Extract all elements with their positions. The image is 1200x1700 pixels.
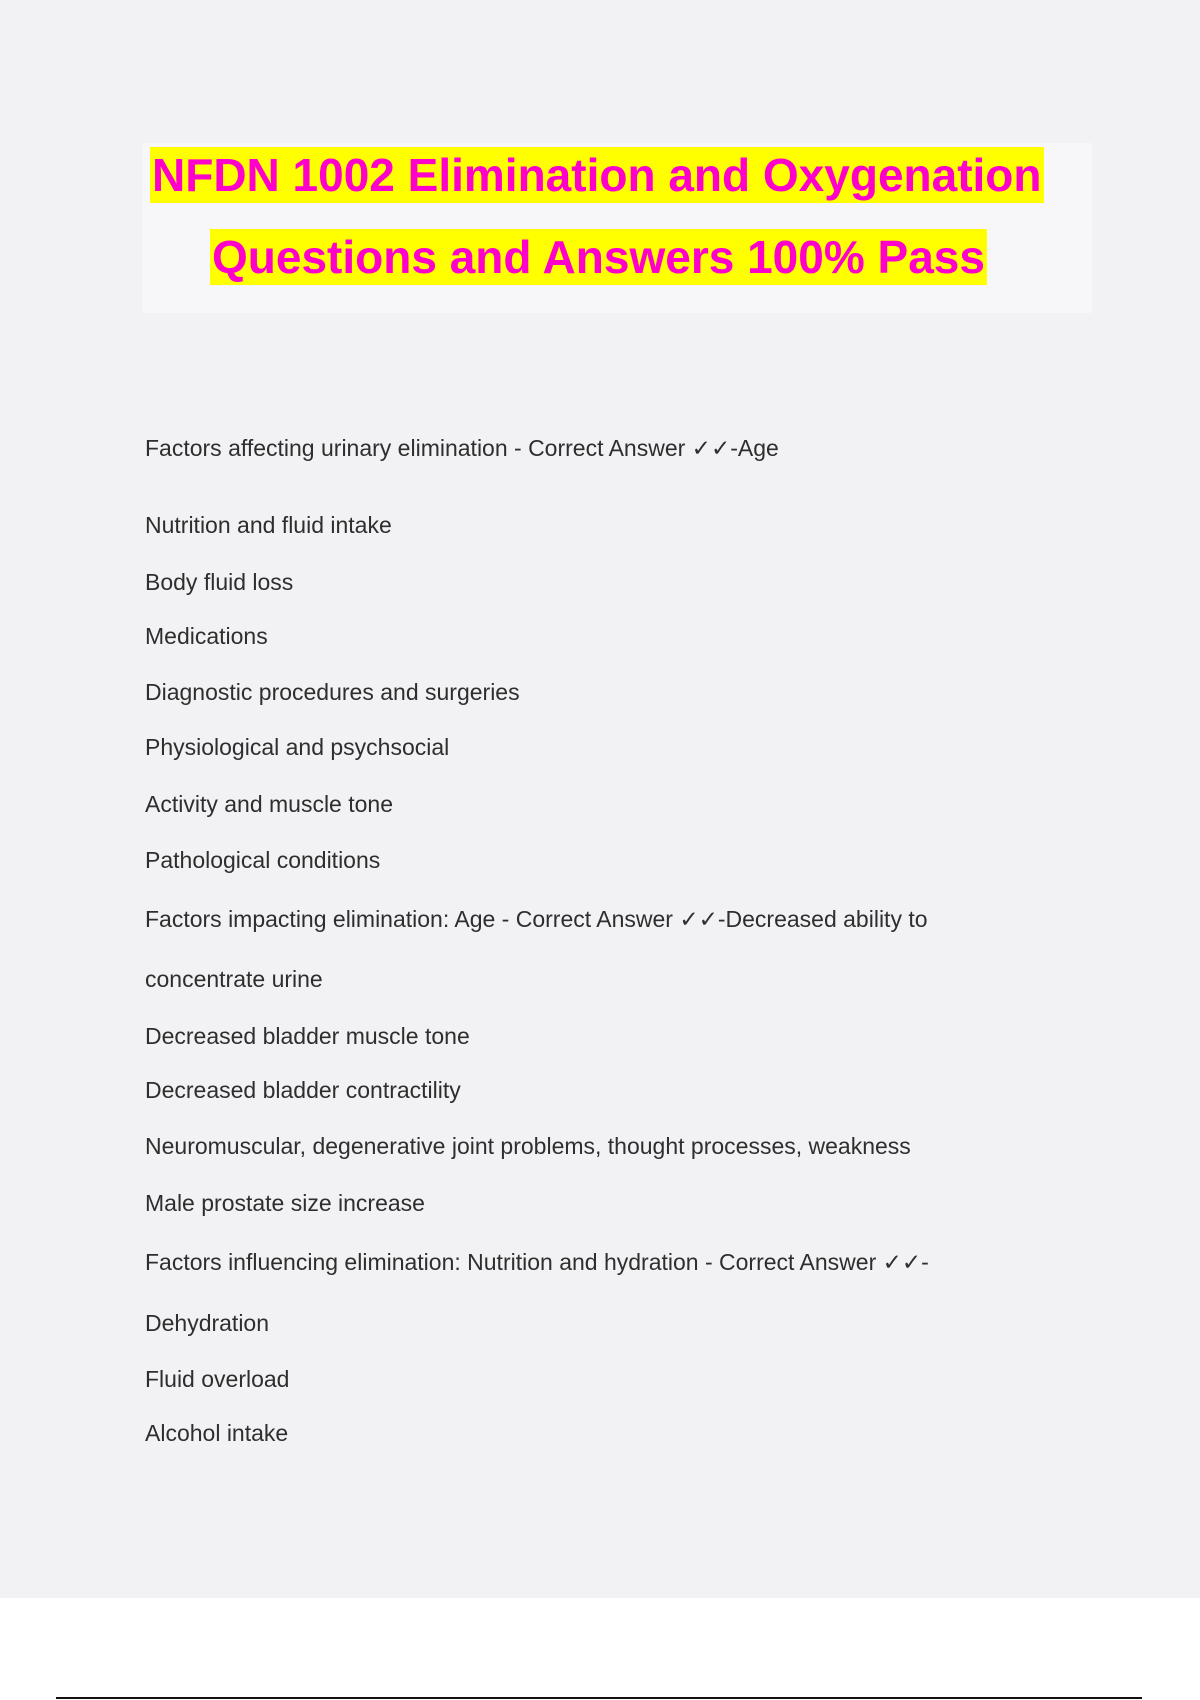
answer-line: Dehydration	[145, 1310, 270, 1336]
answer-line: Activity and muscle tone	[145, 791, 394, 817]
question-line: Factors influencing elimination: Nutrition and hydration - Correct Answer ✓✓-	[145, 1249, 929, 1275]
answer-line: Pathological conditions	[145, 847, 381, 873]
document-title-line-1: NFDN 1002 Elimination and Oxygenation	[152, 149, 1042, 201]
answer-line: Physiological and psychsocial	[145, 734, 450, 760]
document-title-line-2: Questions and Answers 100% Pass	[212, 231, 985, 283]
answer-line: Male prostate size increase	[145, 1190, 425, 1216]
question-line: Factors affecting urinary elimination - Correct Answer ✓✓-Age	[145, 435, 779, 461]
answer-line: Neuromuscular, degenerative joint problems, thought processes, weakness	[145, 1133, 911, 1159]
question-line: Factors impacting elimination: Age - Correct Answer ✓✓-Decreased ability to	[145, 906, 928, 932]
answer-line: Nutrition and fluid intake	[145, 512, 392, 538]
answer-line: Fluid overload	[145, 1366, 290, 1392]
answer-line: Diagnostic procedures and surgeries	[145, 679, 520, 705]
title-block	[142, 143, 1092, 313]
page-footer	[0, 1598, 1200, 1700]
answer-line: Alcohol intake	[145, 1420, 289, 1446]
answer-line: Medications	[145, 623, 268, 649]
answer-line: Decreased bladder muscle tone	[145, 1023, 470, 1049]
answer-line: Body fluid loss	[145, 569, 294, 595]
answer-line: Decreased bladder contractility	[145, 1077, 461, 1103]
footer-divider	[56, 1697, 1142, 1699]
answer-line: concentrate urine	[145, 966, 323, 992]
